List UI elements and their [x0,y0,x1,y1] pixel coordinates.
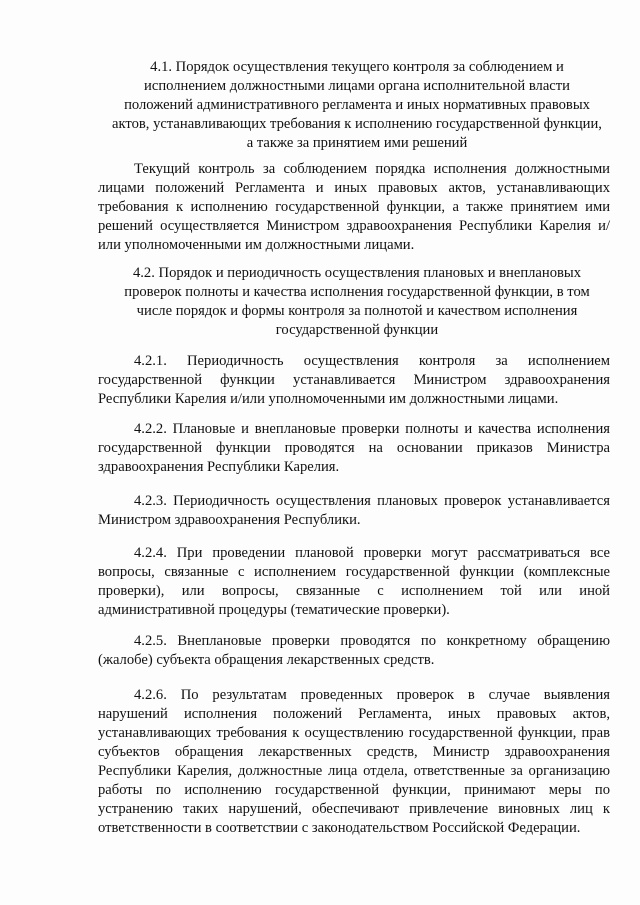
paragraph-4-1: Текущий контроль за соблюдением порядка исполнения должностными лицами положений Регламента и иных правовых актов, устанавливающих требования к исполнению государственной функции, а также принятием ими решений осуществляется Министром здравоохранения Республики Карелия и/или уполномоченными им должностными лицами. [98,161,610,253]
paragraph-4-2-3: 4.2.3. Периодичность осуществления плановых проверок устанавливается Министром здравоохранения Республики. [98,493,610,528]
paragraph-4-2-6: 4.2.6. По результатам проведенных проверок в случае выявления нарушений исполнения положений Регламента, иных правовых актов, устанавливающих требования к осуществлению государственной функции, прав субъектов обращения лекарственных средств, Министр здравоохранения Республики Карелия, должностные лица отдела, ответственные за организацию работы по исполнению государственной функции, принимают меры по устранению таких нарушений, обеспечивают привлечение виновных лиц к ответственности в соответствии с законодательством Российской Федерации. [98,687,610,836]
section-heading-4-2: 4.2. Порядок и периодичность осуществления плановых и внеплановых проверок полноты и качества исполнения государственной функции, в том числе порядок и формы контроля за полнотой и качеством исполнения государственной функции [124,265,590,338]
paragraph-4-2-1: 4.2.1. Периодичность осуществления контроля за исполнением государственной функции устанавливается Министром здравоохранения Республики Карелия и/или уполномоченными им должностными лицами. [98,353,610,407]
paragraph-4-2-4: 4.2.4. При проведении плановой проверки могут рассматриваться все вопросы, связанные с исполнением государственной функции (комплексные проверки), или вопросы, связанные с исполнением той или иной административной процедуры (тематические проверки). [98,545,610,618]
section-heading-4-1: 4.1. Порядок осуществления текущего контроля за соблюдением и исполнением должностными лицами органа исполнительной власти положений административного регламента и иных нормативных правовых актов, устанавливающих требования к исполнению государственной функции, а также за принятием ими решений [112,59,602,151]
paragraph-4-2-2: 4.2.2. Плановые и внеплановые проверки полноты и качества исполнения государственной функции проводятся на основании приказов Министра здравоохранения Республики Карелия. [98,421,610,475]
paragraph-4-2-5: 4.2.5. Внеплановые проверки проводятся по конкретному обращению (жалобе) субъекта обращения лекарственных средств. [98,633,610,668]
